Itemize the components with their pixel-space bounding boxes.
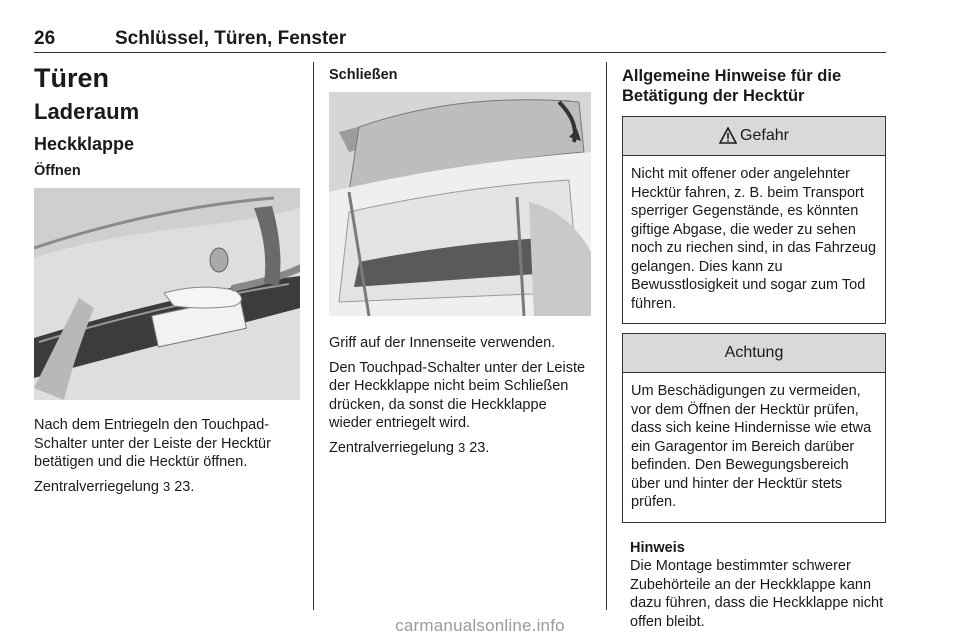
caution-text: Um Beschädigungen zu vermeiden, vor dem Öffnen der Hecktür prüfen, dass sich keine Hindernisse wie etwa ein Garagentor im Bereich darüber befinden. Den Bewegungsbereich über und hinter der Hecktür stets prüfen. — [631, 383, 872, 510]
crossref-arrow-icon: 3 — [457, 439, 466, 455]
watermark: carmanualsonline.info — [395, 616, 565, 635]
running-title: Schlüssel, Türen, Fenster — [115, 28, 347, 49]
column-2 — [329, 62, 591, 463]
tailgate-open-illustration — [34, 188, 300, 400]
crossref-text: Zentralverriegelung — [329, 439, 454, 456]
open-heading: Öffnen — [34, 163, 81, 179]
topic-title: Heckklappe — [34, 134, 135, 154]
section-title: Türen — [34, 63, 110, 93]
column-3 — [622, 62, 886, 631]
caution-label: Achtung — [724, 344, 784, 361]
danger-label: Gefahr — [740, 127, 789, 144]
crossref-central-locking — [329, 439, 591, 458]
column-1 — [34, 62, 300, 502]
column-divider-left — [313, 62, 314, 610]
close-instruction-handle: Griff auf der Innenseite verwenden. — [329, 335, 556, 351]
note-label: Hinweis — [630, 539, 685, 556]
column-divider-right — [606, 62, 607, 610]
crossref-page: 23. — [174, 478, 195, 495]
page-number: 26 — [34, 28, 56, 49]
note-text: Die Montage bestimmter schwerer Zubehörteile an der Heckklappe kann dazu führen, dass die Heckklappe nicht offen bleibt. — [630, 558, 884, 630]
warning-triangle-icon — [719, 127, 737, 145]
page-header — [34, 28, 886, 53]
caution-box — [622, 333, 886, 523]
danger-box — [622, 116, 886, 324]
crossref-text: Zentralverriegelung — [34, 478, 159, 495]
danger-text: Nicht mit offener oder angelehnter Hecktür fahren, z. B. beim Transport sperriger Gegenstände, es könnten giftige Abgase, die weder zu sehen noch zu riechen sind, in das Fahrzeug gelangen. Dies kann zu Bewusstlosigkeit und sogar zum Tod führen. — [631, 166, 877, 312]
caution-header — [623, 334, 885, 373]
open-instruction: Nach dem Entriegeln den Touchpad-Schalter unter der Leiste der Hecktür betätigen und die Hecktür öffnen. — [34, 417, 271, 470]
close-instruction-touchpad: Den Touchpad-Schalter unter der Leiste der Heckklappe nicht beim Schließen drücken, da sonst die Heckklappe wieder entriegelt wird. — [329, 359, 586, 431]
crossref-page: 23. — [469, 439, 490, 456]
subsection-title: Laderaum — [34, 99, 140, 124]
crossref-arrow-icon: 3 — [162, 478, 171, 494]
crossref-central-locking — [34, 478, 300, 497]
tailgate-close-illustration — [329, 92, 591, 316]
close-heading: Schließen — [329, 67, 398, 83]
general-notes-heading: Allgemeine Hinweise für die Betätigung der Hecktür — [622, 67, 842, 105]
danger-header — [623, 117, 885, 156]
